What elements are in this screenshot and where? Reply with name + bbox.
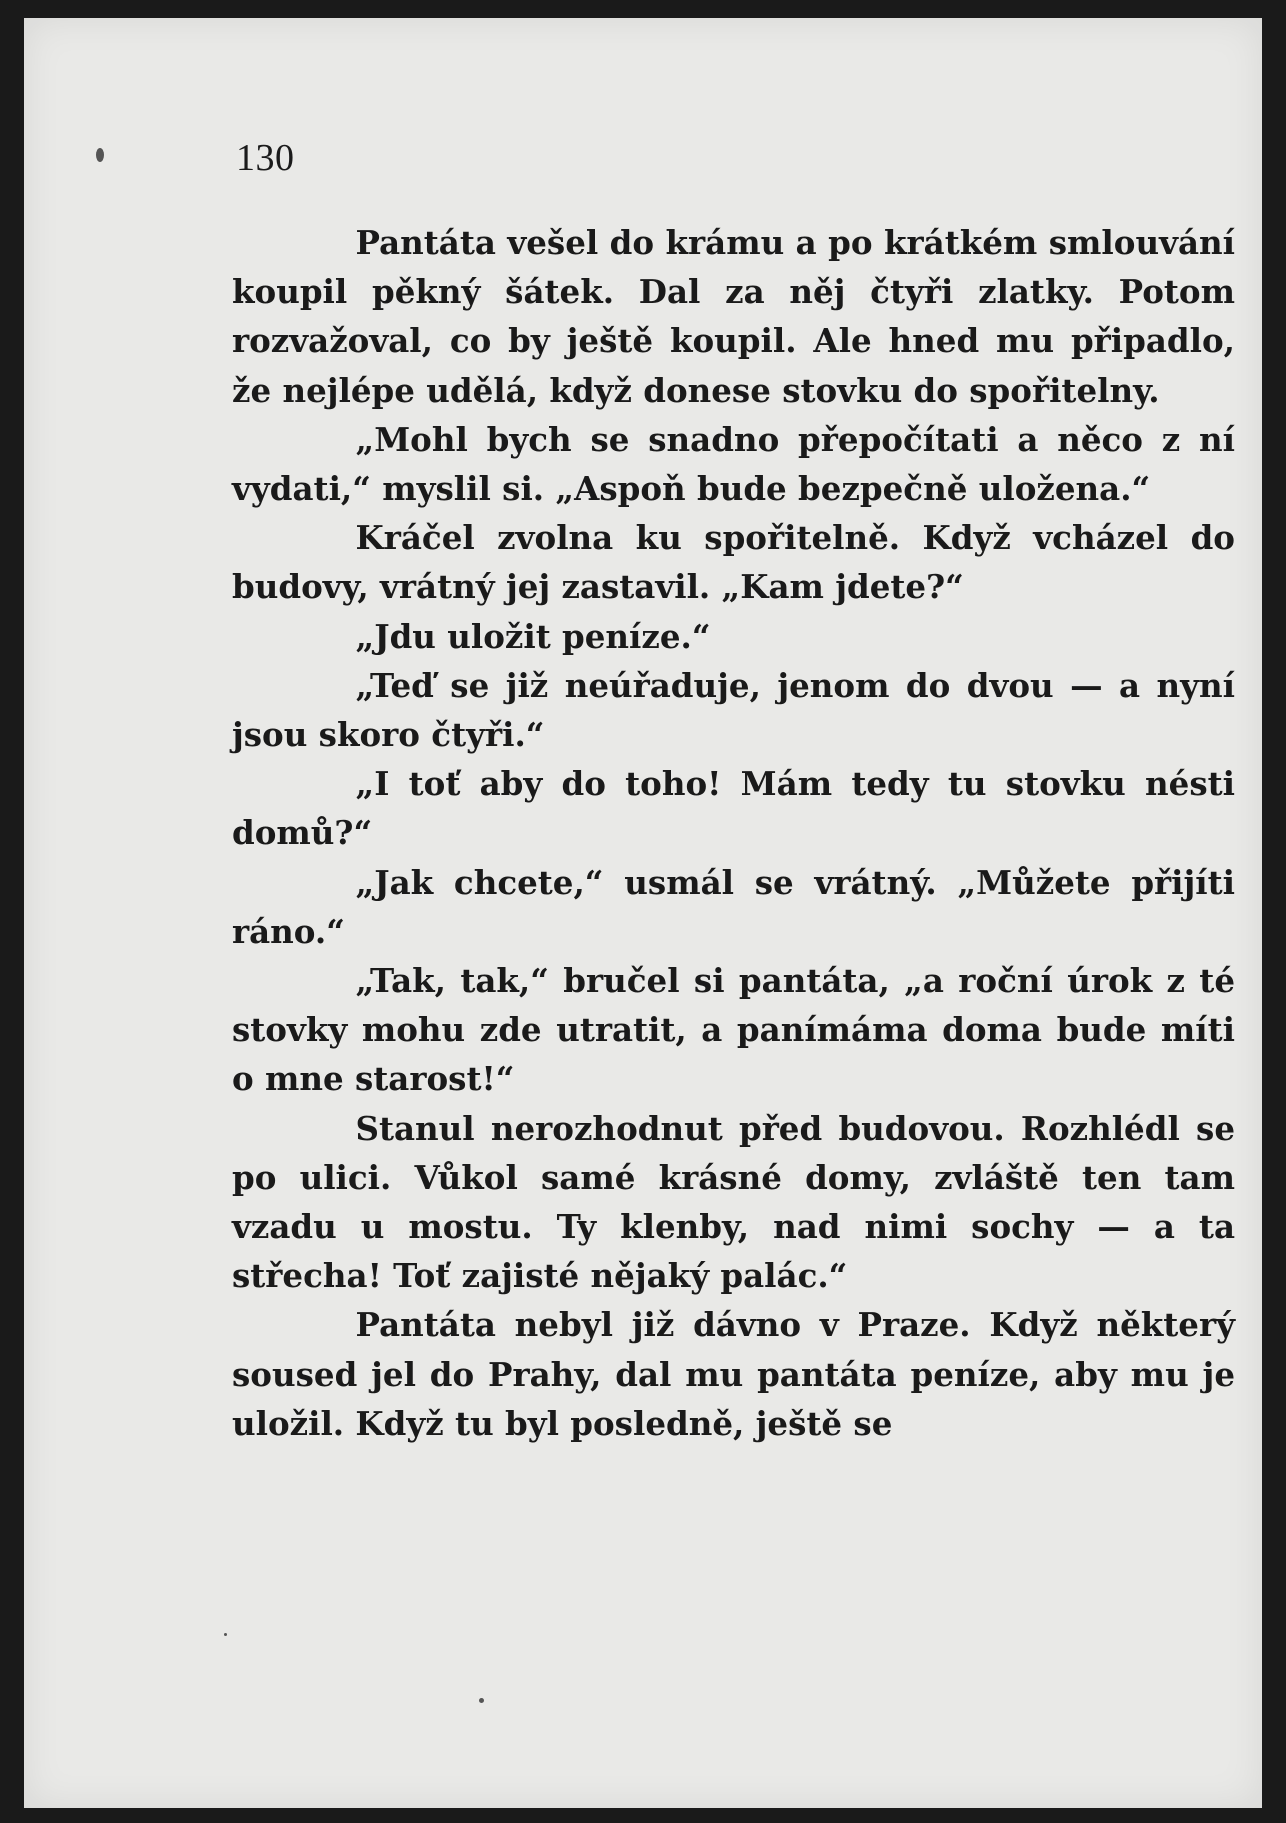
paragraph: Stanul nerozhodnut před budovou. Rozhlédl se po ulici. Vůkol samé krásné domy, zvláště ten tam vzadu u mostu. Ty klenby, nad nimi sochy — a ta střecha! Toť zajisté nějaký palác.“ — [232, 1108, 1235, 1296]
body-text — [232, 218, 1235, 1448]
book-page — [24, 18, 1262, 1808]
paper-speck — [224, 1633, 227, 1636]
paragraph: Kráčel zvolna ku spořitelně. Když vcházel do budovy, vrátný jej zastavil. „Kam jdete?“ — [232, 518, 1235, 607]
paragraph: „I toť aby do toho! Mám tedy tu stovku nésti domů?“ — [232, 764, 1235, 853]
page-number: 130 — [236, 137, 295, 179]
paragraph: „Jak chcete,“ usmál se vrátný. „Můžete přijíti ráno.“ — [232, 862, 1235, 951]
paragraph: „Teď se již neúřaduje, jenom do dvou — a nyní jsou skoro čtyři.“ — [232, 665, 1235, 755]
paragraph: „Tak, tak,“ bručel si pantáta, „a roční úrok z té stovky mohu zde utratit, a panímáma doma bude míti o mne starost!“ — [232, 961, 1235, 1099]
paragraph: „Jdu uložit peníze.“ — [355, 616, 711, 656]
paper-speck — [96, 148, 104, 162]
paper-speck — [479, 1698, 484, 1703]
paragraph: Pantáta nebyl již dávno v Praze. Když některý soused jel do Prahy, dal mu pantáta peníze, aby mu je uložil. Když tu byl posledně, ještě se — [232, 1305, 1235, 1443]
paragraph: Pantáta vešel do krámu a po krátkém smlouvání koupil pěkný šátek. Dal za něj čtyři zlatky. Potom rozvažoval, co by ještě koupil. Ale hned mu připadlo, že nejlépe udělá, když donese stovku do spořitelny. — [232, 223, 1235, 410]
paragraph: „Mohl bych se snadno přepočítati a něco z ní vydati,“ myslil si. „Aspoň bude bezpečně uložena.“ — [232, 419, 1235, 509]
